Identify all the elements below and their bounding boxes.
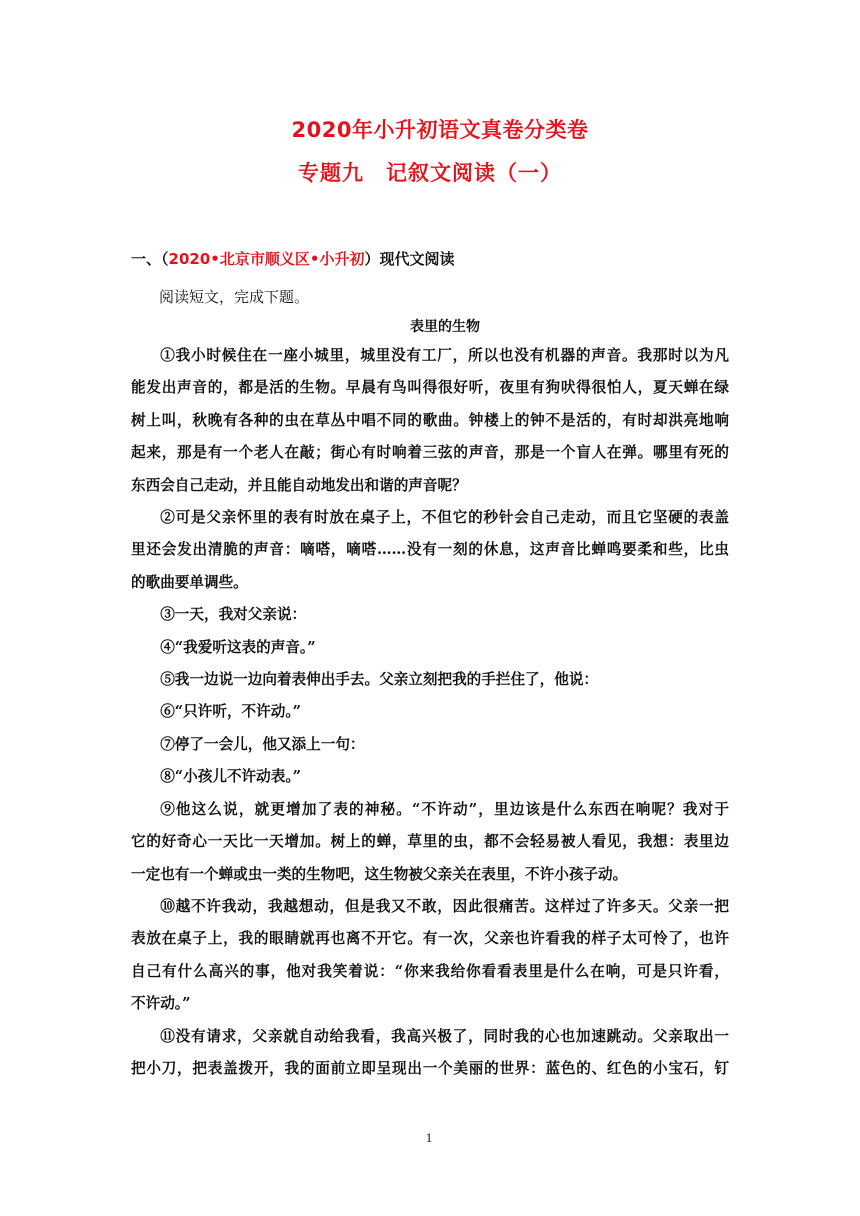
paragraph-line: 表放在桌子上，我的眼睛就再也离不开它。有一次，父亲也许看我的样子太可怜了，也许 (131, 930, 729, 948)
paragraph (131, 729, 729, 761)
passage-body (131, 340, 729, 1085)
paragraph (131, 599, 729, 631)
paragraph-line: ⑪没有请求，父亲就自动给我看，我高兴极了，同时我的心也加速跳动。父亲取出一 (160, 1027, 729, 1045)
page-number: 1 (425, 1130, 433, 1145)
paragraph-line: 起来，那是有一个老人在敲；街心有时响着三弦的声音，那是一个盲人在弹。哪里有死的 (131, 444, 729, 462)
paragraph-line: 能发出声音的，都是活的生物。早晨有鸟叫得很好听，夜里有狗吠得很怕人，夏天蝉在绿 (131, 379, 729, 397)
paragraph-line: 自己有什么高兴的事，他对我笑着说：“你来我给你看看表里是什么在响，可是只许看， (131, 962, 729, 980)
paragraph-line: ④“我爱听这表的声音。” (160, 638, 316, 656)
paragraph-line: ②可是父亲怀里的表有时放在桌子上，不但它的秒针会自己走动，而且它坚硬的表盖 (160, 509, 729, 527)
paragraph (131, 696, 729, 728)
section-prefix: 一、（ (131, 250, 169, 268)
paragraph-line: ⑧“小孩儿不许动表。” (160, 768, 302, 786)
paragraph (131, 794, 729, 891)
paragraph (131, 632, 729, 664)
paragraph-line: 一定也有一个蝉或虫一类的生物吧，这生物被父亲关在表里，不许小孩子动。 (131, 865, 628, 883)
paragraph-line: ①我小时候住在一座小城里，城里没有工厂，所以也没有机器的声音。我那时以为凡 (160, 347, 729, 364)
paragraph-line: ⑥“只许听，不许动。” (160, 703, 302, 721)
paragraph (131, 891, 729, 1021)
paragraph-line: 里还会发出清脆的声音：嘀嗒，嘀嗒……没有一刻的休息，这声音比蝉鸣要柔和些，比虫 (131, 541, 729, 559)
paragraph-line: ⑩越不许我动，我越想动，但是我又不敢，因此很痛苦。这样过了许多天。父亲一把 (160, 897, 729, 915)
paragraph (131, 761, 729, 793)
paragraph (131, 502, 729, 599)
paragraph-line: 它的好奇心一天比一天增加。树上的蝉，草里的虫，都不会轻易被人看见，我想：表里边 (131, 833, 729, 851)
paragraph-line: 的歌曲要单调些。 (131, 573, 248, 591)
paragraph-line: 不许动。” (131, 995, 191, 1013)
paragraph (131, 1021, 729, 1086)
passage-title: 表里的生物 (410, 319, 480, 335)
paragraph-line: ③一天，我对父亲说： (160, 606, 307, 624)
section-heading (131, 248, 454, 269)
paragraph (131, 340, 729, 502)
paragraph-line: ⑨他这么说，就更增加了表的神秘。“不许动”，里边该是什么东西在响呢？我对于 (160, 800, 729, 818)
paragraph-line: 东西会自己走动，并且能自动地发出和谐的声音呢？ (131, 476, 467, 494)
paragraph-line: ⑤我一边说一边向着表伸出手去。父亲立刻把我的手拦住了，他说： (160, 671, 599, 689)
paragraph-line: 把小刀，把表盖拨开，我的面前立即呈现出一个美丽的世界：蓝色的、红色的小宝石，钉 (131, 1059, 729, 1077)
document-subtitle: 专题九 记叙文阅读（一） (298, 161, 562, 185)
paragraph-line: 树上叫，秋晚有各种的虫在草丛中唱不同的歌曲。钟楼上的钟不是活的，有时却洪亮地响 (131, 411, 729, 429)
document-title: 2020年小升初语文真卷分类卷 (291, 118, 589, 142)
instruction: 阅读短文，完成下题。 (159, 288, 310, 306)
paragraph-line: ⑦停了一会儿，他又添上一句： (160, 735, 365, 753)
paragraph (131, 664, 729, 696)
section-suffix: ）现代文阅读 (364, 250, 455, 268)
section-source: 2020•北京市顺义区•小升初 (168, 250, 365, 268)
